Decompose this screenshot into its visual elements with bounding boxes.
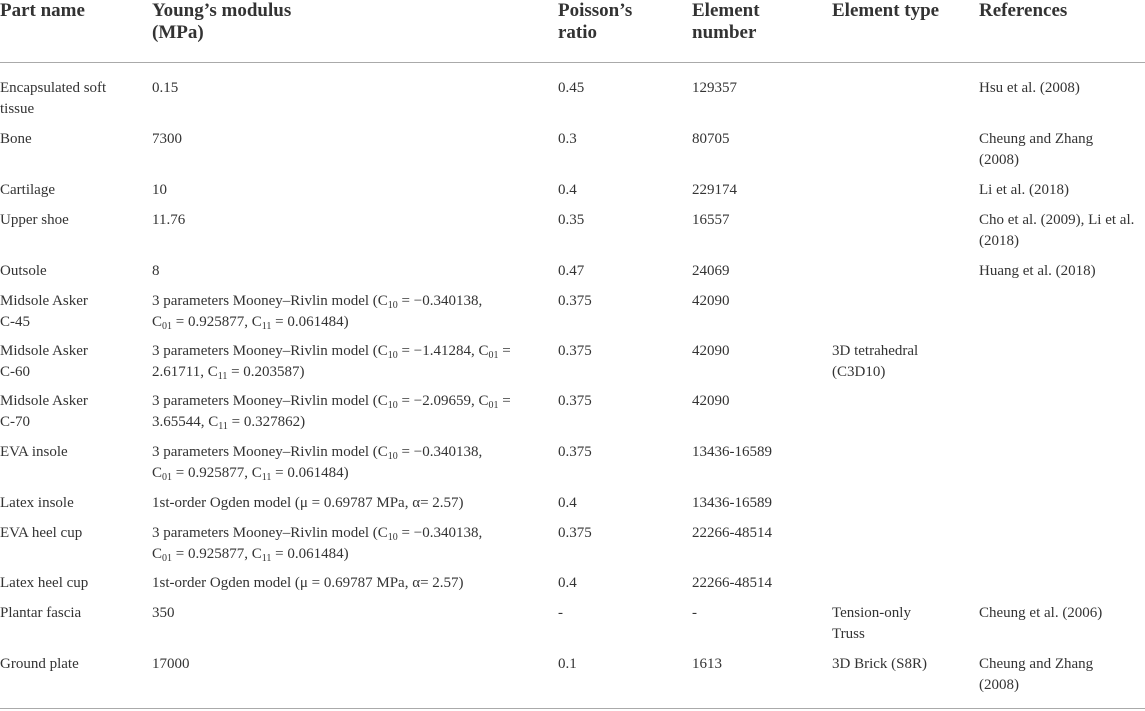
header-youngs-modulus: Young’s modulus (MPa) <box>152 0 292 43</box>
cell-part-name: Upper shoe <box>0 212 69 228</box>
cell-element-type-merged: 3D tetrahedral (C3D10) <box>832 343 919 380</box>
cell-youngs-modulus: 3 parameters Mooney–Rivlin model ($C_{10} = -0.340138$, $C_{01} = 0.925877$, $C_{11} = 0.061484$) <box>152 444 483 483</box>
cell-reference: Cho et al. (2009), Li et al. (2018) <box>979 212 1135 249</box>
cell-element-number: 13436-16589 <box>692 495 772 511</box>
cell-youngs-modulus: 350 <box>152 605 175 621</box>
cell-poissons-ratio: 0.3 <box>558 131 577 147</box>
cell-element-number: 129357 <box>692 80 737 96</box>
cell-youngs-modulus: 8 <box>152 263 160 279</box>
cell-youngs-modulus: 1st-order Ogden model (μ = 0.69787 MPa, α= 2.57) <box>152 495 464 511</box>
cell-youngs-modulus: 3 parameters Mooney–Rivlin model ($C_{10} = -0.340138$, $C_{01} = 0.925877$, $C_{11} = 0.061484$) <box>152 525 483 564</box>
cell-element-number: 24069 <box>692 263 730 279</box>
cell-element-number: - <box>692 605 697 621</box>
cell-poissons-ratio: 0.4 <box>558 182 577 198</box>
cell-element-number: 22266-48514 <box>692 575 772 591</box>
cell-part-name: Ground plate <box>0 656 79 672</box>
cell-reference: Li et al. (2018) <box>979 182 1069 198</box>
header-element-number: Element number <box>692 0 760 43</box>
cell-part-name: Outsole <box>0 263 47 279</box>
cell-youngs-modulus: 10 <box>152 182 167 198</box>
cell-youngs-modulus: 7300 <box>152 131 182 147</box>
cell-part-name: Midsole Asker C-70 <box>0 393 88 430</box>
header-references: References <box>979 0 1068 21</box>
cell-element-number: 80705 <box>692 131 730 147</box>
table-header <box>0 0 1145 63</box>
cell-poissons-ratio: 0.1 <box>558 656 577 672</box>
cell-part-name: Cartilage <box>0 182 55 198</box>
cell-part-name: Latex insole <box>0 495 74 511</box>
cell-element-number: 1613 <box>692 656 722 672</box>
cell-reference: Cheung et al. (2006) <box>979 605 1103 621</box>
cell-element-number: 13436-16589 <box>692 444 772 460</box>
cell-element-type: Tension-only Truss <box>832 605 911 642</box>
cell-youngs-modulus: 1st-order Ogden model (μ = 0.69787 MPa, α= 2.57) <box>152 575 464 591</box>
cell-element-number: 22266-48514 <box>692 525 772 541</box>
header-part-name: Part name <box>0 0 85 21</box>
cell-element-number: 42090 <box>692 343 730 359</box>
cell-youngs-modulus: 3 parameters Mooney–Rivlin model ($C_{10} = -2.09659$, $C_{01}$ = 3.65544, $C_{11} = 0.327862$) <box>152 393 511 432</box>
cell-poissons-ratio: 0.375 <box>558 444 592 460</box>
cell-youngs-modulus: 3 parameters Mooney–Rivlin model ($C_{10} = -0.340138$, $C_{01} = 0.925877$, $C_{11} = 0.061484$) <box>152 293 483 332</box>
cell-youngs-modulus: 0.15 <box>152 80 179 96</box>
cell-element-number: 42090 <box>692 393 730 409</box>
cell-poissons-ratio: 0.35 <box>558 212 585 228</box>
cell-poissons-ratio: 0.375 <box>558 525 592 541</box>
cell-poissons-ratio: 0.375 <box>558 343 592 359</box>
cell-part-name: Bone <box>0 131 32 147</box>
cell-youngs-modulus: 11.76 <box>152 212 186 228</box>
cell-poissons-ratio: 0.4 <box>558 495 577 511</box>
cell-part-name: Plantar fascia <box>0 605 82 621</box>
cell-part-name: Encapsulated soft tissue <box>0 80 107 117</box>
cell-part-name: Latex heel cup <box>0 575 89 591</box>
cell-youngs-modulus: 3 parameters Mooney–Rivlin model ($C_{10} = -1.41284$, $C_{01}$ = 2.61711, $C_{11} = 0.203587$) <box>152 343 511 382</box>
table-bottom-rule <box>0 708 1145 709</box>
header-poissons-ratio: Poisson’s ratio <box>558 0 633 43</box>
cell-poissons-ratio: 0.4 <box>558 575 577 591</box>
cell-poissons-ratio: 0.375 <box>558 293 592 309</box>
cell-element-number: 42090 <box>692 293 730 309</box>
cell-part-name: Midsole Asker C-45 <box>0 293 88 330</box>
cell-part-name: EVA heel cup <box>0 525 83 541</box>
cell-poissons-ratio: 0.47 <box>558 263 585 279</box>
cell-reference: Cheung and Zhang (2008) <box>979 131 1094 168</box>
cell-reference: Huang et al. (2018) <box>979 263 1096 279</box>
cell-element-type: 3D Brick (S8R) <box>832 656 927 672</box>
cell-poissons-ratio: - <box>558 605 563 621</box>
cell-part-name: Midsole Asker C-60 <box>0 343 88 380</box>
cell-element-number: 16557 <box>692 212 730 228</box>
cell-youngs-modulus: 17000 <box>152 656 190 672</box>
cell-element-number: 229174 <box>692 182 737 198</box>
cell-reference: Cheung and Zhang (2008) <box>979 656 1094 693</box>
cell-poissons-ratio: 0.45 <box>558 80 585 96</box>
cell-poissons-ratio: 0.375 <box>558 393 592 409</box>
cell-reference: Hsu et al. (2008) <box>979 80 1080 96</box>
header-element-type: Element type <box>832 0 940 21</box>
cell-part-name: EVA insole <box>0 444 68 460</box>
